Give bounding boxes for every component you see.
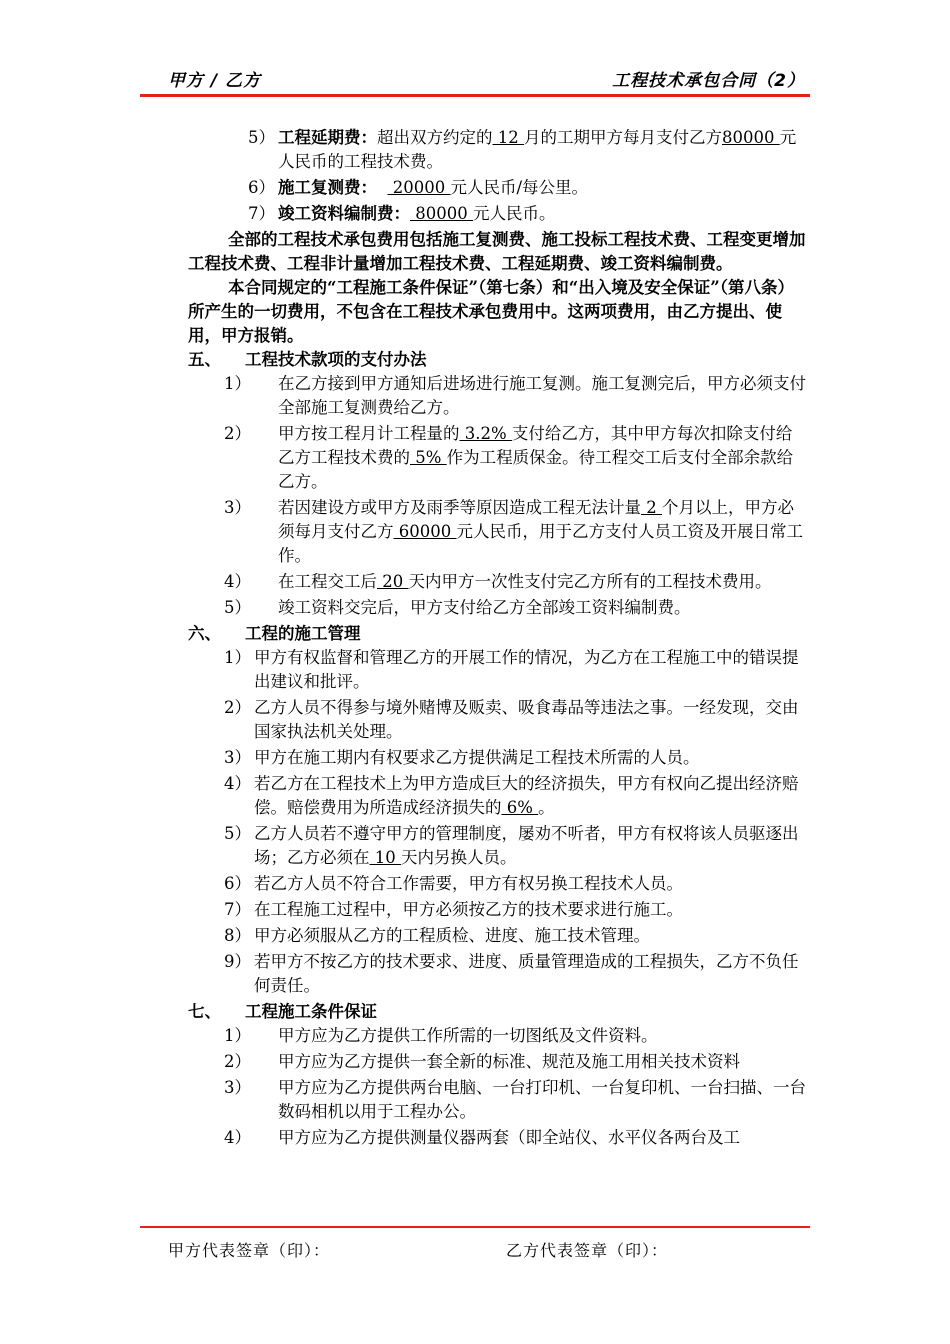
list-item: 9） 若甲方不按乙方的技术要求、进度、质量管理造成的工程损失，乙方不负任何责任。 bbox=[224, 952, 799, 995]
header-left: 甲方 / 乙方 bbox=[168, 71, 262, 91]
list-item: 3） 若因建设方或甲方及雨季等原因造成工程无法计量 2 个月以上，甲方必须每月支付乙方 60000 元人民币，用于乙方支付人员工资及开展日常工作。 bbox=[224, 498, 803, 565]
list-item: 5） 乙方人员若不遵守甲方的管理制度，屡劝不听者，甲方有权将该人员驱逐出场；乙方必须在 10 天内另换人员。 bbox=[224, 824, 799, 867]
list-item: 8） 甲方必须服从乙方的工程质检、进度、施工技术管理。 bbox=[224, 926, 650, 945]
list-item: 2） 乙方人员不得参与境外赌博及贩卖、吸食毒品等违法之事。一经发现，交由国家执法机关处理。 bbox=[224, 698, 799, 741]
list-item: 6） 若乙方人员不符合工作需要，甲方有权另换工程技术人员。 bbox=[224, 874, 683, 893]
list-item: 3） 甲方在施工期内有权要求乙方提供满足工程技术所需的人员。 bbox=[224, 748, 700, 767]
fee-item-7: 7） 竣工资料编制费： 80000 元人民币。 bbox=[248, 204, 556, 223]
section-5-heading: 五、 工程技术款项的支付办法 bbox=[188, 350, 427, 369]
list-item: 4） 在工程交工后 20 天内甲方一次性支付完乙方所有的工程技术费用。 bbox=[224, 572, 772, 591]
list-item: 5） 竣工资料交完后，甲方支付给乙方全部竣工资料编制费。 bbox=[224, 598, 691, 617]
document-body bbox=[188, 126, 808, 1152]
list-item: 4） 若乙方在工程技术上为甲方造成巨大的经济损失，甲方有权向乙提出经济赔偿。赔偿费用为所造成经济损失的 6% 。 bbox=[224, 774, 799, 817]
list-item: 1） 在乙方接到甲方通知后进场进行施工复测。施工复测完后，甲方必须支付全部施工复测费给乙方。 bbox=[224, 374, 806, 417]
section-6-heading: 六、 工程的施工管理 bbox=[188, 624, 361, 643]
fee-item-5: 5） 工程延期费：超出双方约定的 12 月的工期甲方每月支付乙方80000 元人民币的工程技术费。 bbox=[248, 128, 797, 171]
list-item: 2） 甲方按工程月计工程量的 3.2% 支付给乙方，其中甲方每次扣除支付给乙方工程技术费的 5% 作为工程质保金。待工程交工后支付全部余款给乙方。 bbox=[224, 424, 794, 491]
list-item: 2） 甲方应为乙方提供一套全新的标准、规范及施工用相关技术资料 bbox=[224, 1052, 740, 1071]
header-right: 工程技术承包合同（2） bbox=[612, 71, 805, 91]
paragraph-excluded-fees: 本合同规定的“工程施工条件保证”（第七条）和“出入境及安全保证”（第八条）所产生的一切费用，不包含在工程技术承包费用中。这两项费用，由乙方提出、使用，甲方报销。 bbox=[188, 278, 794, 345]
party-a-signature-label: 甲方代表签章（印）： bbox=[168, 1241, 331, 1260]
footer-rule bbox=[140, 1226, 810, 1228]
list-item: 1） 甲方有权监督和管理乙方的开展工作的情况，为乙方在工程施工中的错误提出建议和批评。 bbox=[224, 648, 799, 691]
header-rule bbox=[140, 94, 810, 97]
list-item: 7） 在工程施工过程中，甲方必须按乙方的技术要求进行施工。 bbox=[224, 900, 683, 919]
party-b-signature-label: 乙方代表签章（印）： bbox=[506, 1241, 669, 1260]
list-item: 3） 甲方应为乙方提供两台电脑、一台打印机、一台复印机、一台扫描、一台数码相机以用于工程办公。 bbox=[224, 1078, 806, 1121]
section-7-heading: 七、 工程施工条件保证 bbox=[188, 1002, 377, 1021]
list-item: 4） 甲方应为乙方提供测量仪器两套（即全站仪、水平仪各两台及工 bbox=[224, 1128, 740, 1147]
list-item: 1） 甲方应为乙方提供工作所需的一切图纸及文件资料。 bbox=[224, 1026, 658, 1045]
fee-item-6: 6） 施工复测费： 20000 元人民币/每公里。 bbox=[248, 178, 589, 197]
paragraph-total-fees: 全部的工程技术承包费用包括施工复测费、施工投标工程技术费、工程变更增加工程技术费、工程非计量增加工程技术费、工程延期费、竣工资料编制费。 bbox=[188, 230, 806, 273]
